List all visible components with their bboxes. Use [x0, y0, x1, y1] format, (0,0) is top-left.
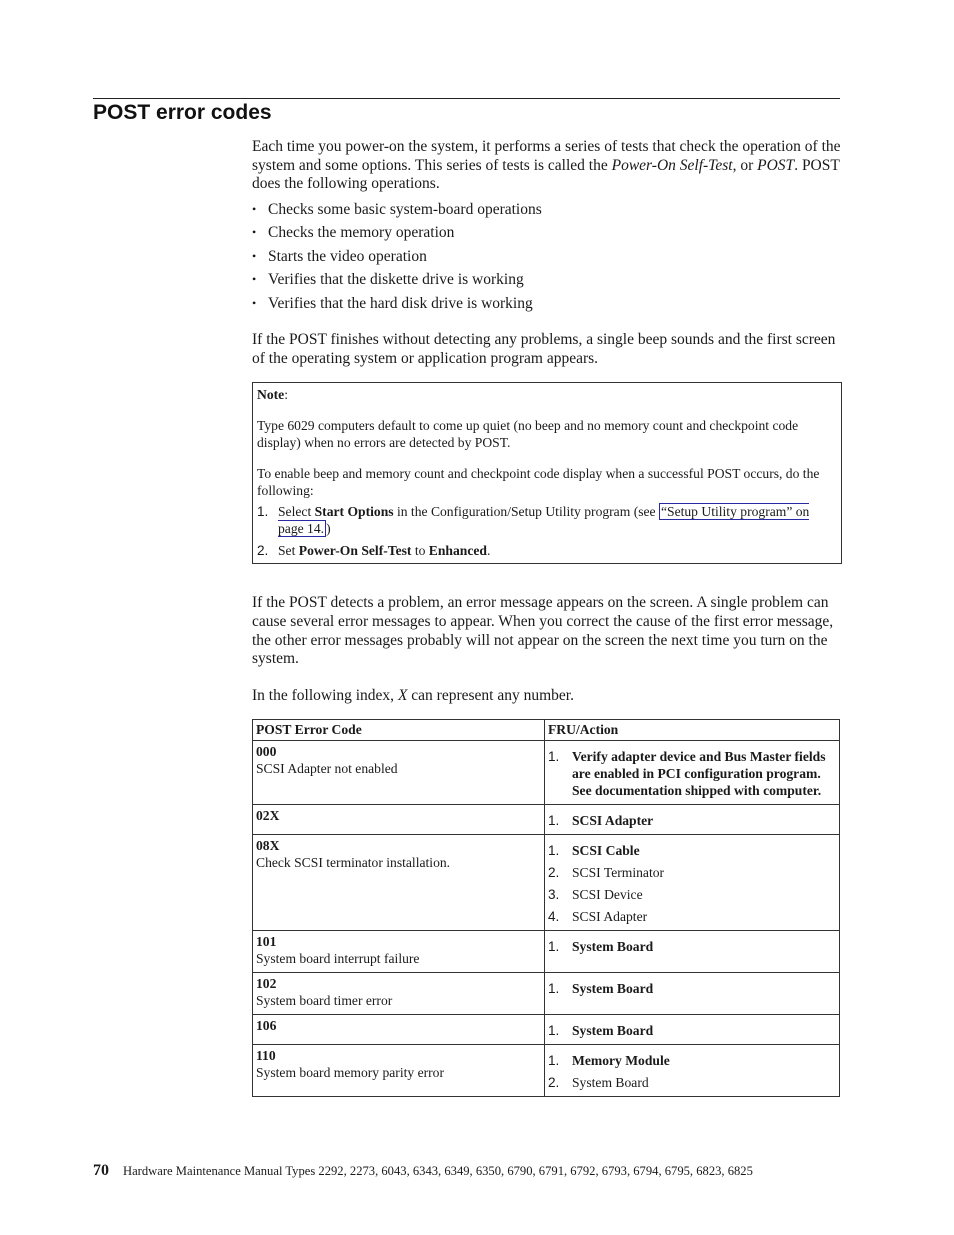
fru-item [548, 1022, 836, 1039]
step-text: in the Configuration/Setup Utility program (see [393, 504, 659, 520]
note-step-2 [257, 542, 837, 559]
intro-paragraph [252, 138, 842, 194]
fru-item [548, 1074, 836, 1091]
problem-paragraph: If the POST detects a problem, an error message appears on the screen. A single problem can cause several error messages to appear. When you correct the cause of the first error message, the other error messages probably will not appear on the screen the next time you turn on the system. [252, 594, 834, 668]
intro-text-2: , or [732, 156, 758, 174]
intro-text-1: Each time you power-on the system, it performs a series of tests that check the operation of the system and some options. This series of tests is called the [252, 138, 841, 174]
fru-item [548, 886, 836, 903]
fru-action-cell [545, 931, 840, 973]
fru-action-cell [545, 741, 840, 805]
fru-text: System Board [572, 1023, 654, 1039]
fru-item [548, 842, 836, 859]
note-steps [257, 503, 837, 559]
fru-number: 1. [548, 939, 560, 955]
index-text: In the following index, [252, 686, 398, 704]
fru-number: 1. [548, 813, 560, 829]
fru-text: Verify adapter device and Bus Master fields are enabled in PCI configuration program. See documentation shipped with computer. [572, 749, 826, 799]
fru-item [548, 864, 836, 881]
table-row [253, 835, 840, 931]
error-code-cell [253, 931, 545, 973]
table-row [253, 973, 840, 1015]
table-row [253, 1045, 840, 1097]
error-code: 08X [256, 838, 280, 854]
fru-text: SCSI Adapter [572, 909, 648, 925]
fru-item [548, 748, 836, 799]
column-header-code: POST Error Code [253, 720, 545, 741]
intro-text-3: . POST does the following operations. [252, 156, 840, 193]
fru-list [548, 743, 836, 799]
table-body [253, 741, 840, 1097]
fru-list [548, 837, 836, 925]
error-code: 02X [256, 808, 280, 824]
note-paragraph-1: Type 6029 computers default to come up quiet (no beep and no memory count and checkpoint code display) when no errors are detected by POST. [257, 418, 799, 451]
no-problem-paragraph: If the POST finishes without detecting any problems, a single beep sounds and the first screen of the operating system or application program appears. [252, 331, 836, 367]
intro-term-post: POST [757, 156, 795, 174]
table-header-row [253, 720, 840, 741]
fru-number: 1. [548, 1023, 560, 1039]
fru-action-cell [545, 1015, 840, 1045]
fru-action-cell [545, 805, 840, 835]
error-code-cell [253, 835, 545, 931]
step-bold-text: Start Options [314, 504, 394, 520]
fru-number: 1. [548, 1053, 560, 1069]
section-rule [93, 98, 840, 99]
error-description: System board interrupt failure [256, 951, 420, 967]
main-content [252, 138, 842, 1097]
list-item: • Verifies that the diskette drive is working [252, 268, 842, 292]
step-text: . [486, 543, 491, 559]
error-code: 106 [256, 1018, 277, 1034]
fru-number: 2. [548, 1075, 560, 1091]
step-text: Select [278, 504, 315, 520]
step-text: ) [326, 521, 331, 537]
footer-text: Hardware Maintenance Manual Types 2292, 2273, 6043, 6343, 6349, 6350, 6790, 6791, 6792, 6793, 6794, 6795, 6823, 6825 [123, 1164, 753, 1178]
fru-text: SCSI Adapter [572, 813, 654, 829]
step-bold-text: Power-On Self-Test [298, 543, 412, 559]
fru-item [548, 1052, 836, 1069]
fru-action-cell [545, 835, 840, 931]
error-code-cell [253, 973, 545, 1015]
error-description: SCSI Adapter not enabled [256, 761, 398, 777]
fru-item [548, 908, 836, 925]
error-description: System board memory parity error [256, 1065, 444, 1081]
fru-item [548, 938, 836, 955]
fru-list [548, 807, 836, 829]
step-number: 1. [257, 504, 269, 520]
note-box [252, 382, 842, 564]
error-code: 101 [256, 934, 277, 950]
page-number: 70 [93, 1162, 109, 1179]
post-operations-list [252, 198, 842, 316]
fru-list [548, 933, 836, 955]
setup-utility-link[interactable]: “Setup Utility program” on page 14. [278, 504, 810, 537]
fru-text: SCSI Terminator [572, 865, 665, 881]
fru-text: System Board [572, 981, 654, 997]
error-code-cell [253, 805, 545, 835]
column-header-fru: FRU/Action [545, 720, 840, 741]
fru-item [548, 812, 836, 829]
note-paragraph-2: To enable beep and memory count and checkpoint code display when a successful POST occurs, do the following: [257, 466, 820, 499]
fru-text: System Board [572, 939, 654, 955]
fru-text: SCSI Cable [572, 843, 640, 859]
error-code-cell [253, 1015, 545, 1045]
fru-text: SCSI Device [572, 887, 643, 903]
list-item: • Checks the memory operation [252, 221, 842, 245]
fru-number: 2. [548, 865, 560, 881]
index-text: can represent any number. [407, 686, 574, 704]
fru-item [548, 980, 836, 997]
fru-list [548, 1047, 836, 1091]
fru-action-cell [545, 1045, 840, 1097]
error-code-cell [253, 1045, 545, 1097]
fru-number: 1. [548, 749, 560, 765]
fru-number: 1. [548, 981, 560, 997]
index-paragraph [252, 687, 842, 706]
step-text: Set [278, 543, 299, 559]
index-variable: X [397, 686, 408, 704]
table-row [253, 931, 840, 973]
fru-list [548, 975, 836, 997]
page-footer [93, 1162, 753, 1180]
intro-term-post-full: Power-On Self-Test [611, 156, 733, 174]
post-error-table [252, 719, 840, 1097]
table-row [253, 741, 840, 805]
note-label-line: Note: [257, 387, 288, 403]
fru-number: 1. [548, 843, 560, 859]
section-title: POST error codes [93, 101, 272, 124]
error-code: 000 [256, 744, 277, 760]
step-text: to [411, 543, 429, 559]
error-code: 110 [256, 1048, 276, 1064]
fru-list [548, 1017, 836, 1039]
fru-action-cell [545, 973, 840, 1015]
step-bold-text: Enhanced [428, 543, 487, 559]
table-row [253, 805, 840, 835]
fru-number: 4. [548, 909, 560, 925]
error-code: 102 [256, 976, 277, 992]
fru-number: 3. [548, 887, 560, 903]
list-item: • Verifies that the hard disk drive is working [252, 292, 842, 316]
note-step-1 [257, 503, 837, 537]
step-number: 2. [257, 543, 269, 559]
fru-text: Memory Module [572, 1053, 670, 1069]
error-code-cell [253, 741, 545, 805]
error-description: System board timer error [256, 993, 393, 1009]
table-row [253, 1015, 840, 1045]
list-item: • Checks some basic system-board operations [252, 198, 842, 222]
error-description: Check SCSI terminator installation. [256, 855, 451, 871]
list-item: • Starts the video operation [252, 245, 842, 269]
note-label: Note [257, 387, 285, 403]
fru-text: System Board [572, 1075, 649, 1091]
